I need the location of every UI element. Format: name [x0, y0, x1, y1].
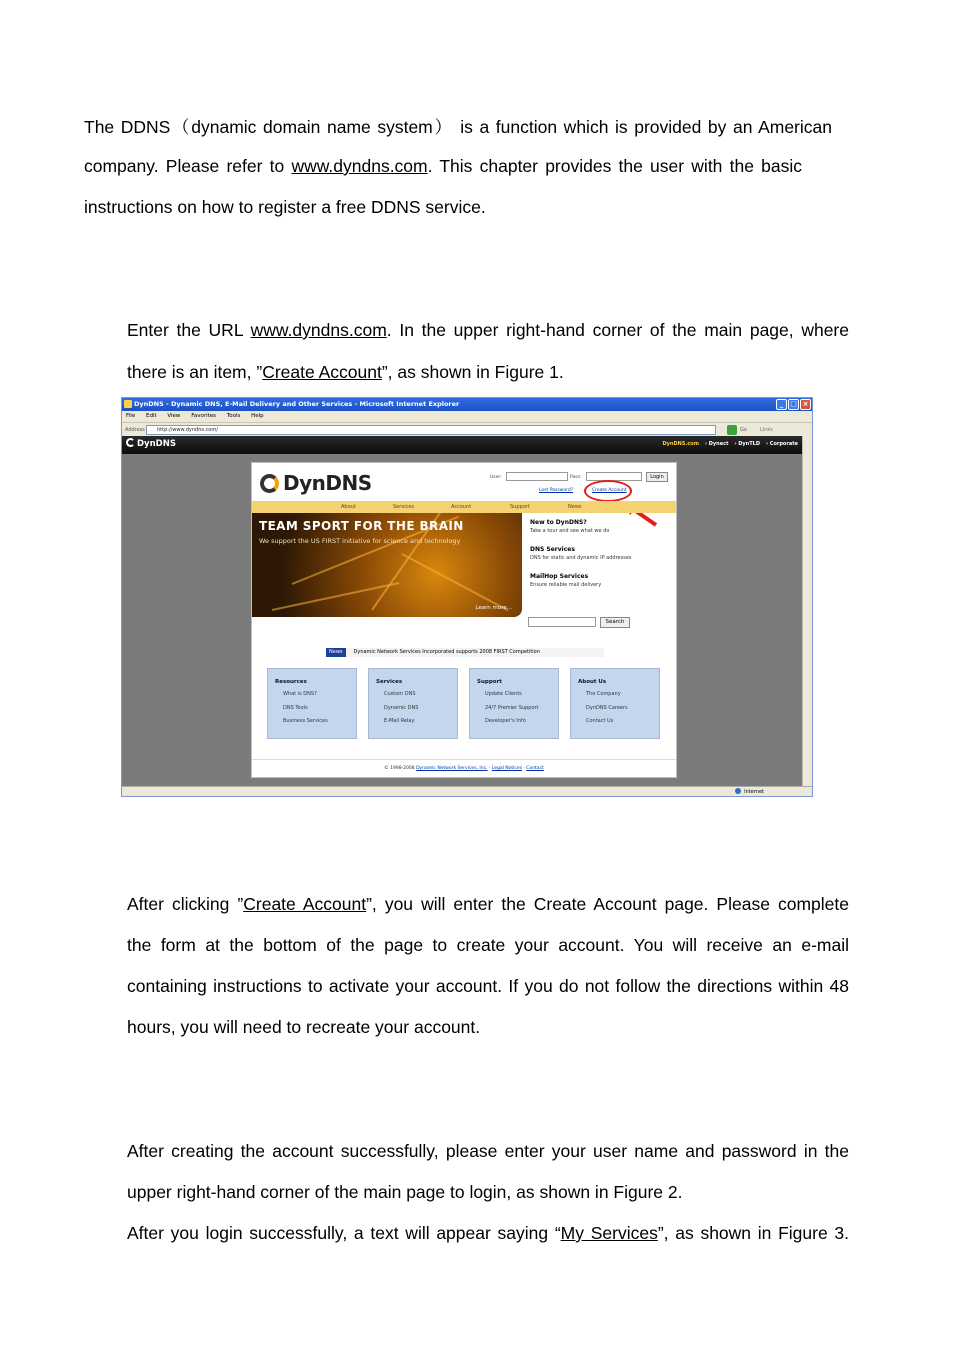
card-logo[interactable] — [260, 471, 372, 495]
card-logo-text: DynDNS — [283, 471, 372, 495]
menu-edit[interactable]: Edit — [145, 413, 157, 419]
box-title: Support — [477, 679, 502, 685]
my-services-ref: My Services — [560, 1223, 658, 1243]
box-link[interactable]: Business Services — [283, 718, 328, 724]
nav-account[interactable]: Account — [451, 504, 472, 510]
step1-line-1 — [127, 320, 849, 341]
step3-text: ”, as shown in Figure 3. — [657, 1223, 850, 1243]
side-item-text: Ensure reliable mail delivery — [530, 582, 602, 588]
intro-line-3: instructions on how to register a free DDNS service. — [84, 197, 486, 217]
intro-line-2 — [84, 156, 802, 177]
address-label: Address — [125, 427, 145, 433]
go-icon[interactable] — [727, 425, 737, 435]
hero-banner[interactable] — [252, 513, 522, 617]
highlight-oval — [584, 480, 632, 502]
step2-line-2: the form at the bottom of the page to create your account. You will receive an e-mail — [127, 935, 849, 955]
maximize-icon[interactable]: □ — [788, 399, 799, 410]
status-zone-text: Internet — [744, 789, 764, 795]
step1-text: Enter the URL — [127, 320, 251, 340]
footer-separator: · — [487, 766, 492, 771]
step1-text: . In the upper right-hand corner of the main page, where — [386, 320, 849, 340]
hero-subtitle: We support the US FIRST initiative for science and technology — [259, 537, 461, 545]
site-nav-dyndns[interactable]: DynDNS.com — [662, 441, 699, 447]
intro-text: . This chapter provides the user with the basic — [427, 156, 802, 176]
go-label[interactable]: Go — [740, 427, 747, 433]
menu-tools[interactable]: Tools — [226, 413, 241, 419]
step3-line-1: After creating the account successfully, please enter your user name and password in the — [127, 1141, 849, 1161]
box-title: Services — [376, 679, 403, 685]
create-account-link[interactable]: Create Account — [592, 488, 627, 493]
box-link[interactable]: DNS Tools — [283, 704, 308, 711]
step3-line-2: upper right-hand corner of the main page to login, as shown in Figure 2. — [127, 1182, 683, 1202]
side-item-title: DNS Services — [530, 546, 575, 553]
footer-company-link[interactable]: Dynamic Network Services, Inc. — [416, 766, 488, 771]
box-resources — [267, 668, 357, 739]
box-link[interactable]: The Company — [586, 691, 621, 697]
search-input[interactable] — [528, 617, 596, 627]
close-icon[interactable]: × — [800, 399, 811, 410]
side-item-title: New to DynDNS? — [530, 519, 587, 526]
news-text: Dynamic Network Services Incorporated supports 2008 FIRST Competition — [353, 649, 540, 655]
menu-help[interactable]: Help — [251, 413, 264, 419]
intro-line-1: The DDNS（dynamic domain name system） is a function which is provided by an American — [84, 117, 832, 137]
ie-address-bar — [122, 422, 812, 436]
menu-view[interactable]: View — [167, 413, 181, 419]
site-nav-corporate[interactable]: › Corporate — [765, 441, 798, 447]
side-item-dns[interactable] — [530, 546, 632, 561]
step2-line-4: hours, you will need to recreate your account. — [127, 1017, 481, 1037]
side-item-mailhop[interactable] — [530, 573, 601, 588]
user-input[interactable] — [506, 472, 568, 481]
step3-text: After you login successfully, a text will appear saying “ — [127, 1223, 561, 1243]
user-label: User: — [490, 475, 502, 480]
box-link[interactable]: 24/7 Premier Support — [485, 704, 539, 711]
box-link[interactable]: E-Mail Relay — [384, 718, 415, 724]
card-nav-bar — [252, 501, 676, 513]
box-link[interactable]: Dynamic DNS — [384, 704, 419, 711]
box-title: About Us — [578, 679, 607, 685]
menu-favorites[interactable]: Favorites — [191, 413, 217, 419]
news-row[interactable] — [326, 648, 604, 657]
box-link[interactable]: Contact Us — [586, 718, 614, 724]
dyndns-link[interactable]: www.dyndns.com — [291, 156, 428, 176]
step2-text: ”, you will enter the Create Account page. Please complete — [366, 894, 849, 914]
box-link[interactable]: Update Clients — [485, 691, 522, 697]
box-link[interactable]: What is DNS? — [283, 691, 317, 697]
box-link[interactable]: Developer's Info — [485, 718, 526, 724]
step1-text: ”, as shown in Figure 1. — [381, 362, 564, 382]
footer-legal-link[interactable]: Legal Notices — [491, 766, 522, 771]
box-support — [469, 668, 559, 739]
nav-support[interactable]: Support — [510, 504, 530, 510]
box-services — [368, 668, 458, 739]
search-button[interactable]: Search — [600, 617, 630, 628]
footer-copyright: © 1998-2008 — [384, 766, 417, 771]
site-bar-logo-text: DynDNS — [137, 439, 176, 449]
hero-learn-more[interactable]: Learn more... — [475, 605, 512, 611]
news-tag: News — [326, 648, 346, 657]
nav-news[interactable]: News — [568, 504, 582, 510]
hero-title: TEAM SPORT FOR THE BRAIN — [259, 519, 464, 533]
step2-text: After clicking ” — [127, 894, 244, 914]
ie-window-title: DynDNS - Dynamic DNS, E-Mail Delivery and Other Services - Microsoft Internet Explorer — [134, 400, 460, 408]
dyndns-logo-icon — [260, 474, 279, 493]
side-item-text: DNS for static and dynamic IP addresses — [530, 555, 632, 561]
ie-title-bar — [122, 398, 812, 411]
site-nav-dyntld[interactable]: › DynTLD — [734, 441, 760, 447]
dyndns-link[interactable]: www.dyndns.com — [250, 320, 387, 340]
intro-text: company. Please refer to — [84, 156, 292, 176]
box-about-us — [570, 668, 660, 739]
step2-line-1 — [127, 894, 849, 915]
card-footer — [252, 759, 676, 777]
site-top-bar — [122, 436, 812, 454]
lost-password-link[interactable]: Lost Password? — [539, 488, 574, 493]
menu-file[interactable]: File — [126, 413, 136, 419]
footer-contact-link[interactable]: Contact — [526, 766, 544, 771]
side-item-title: MailHop Services — [530, 573, 589, 580]
hero-fiber — [402, 553, 509, 611]
ie-window-icon — [124, 400, 132, 408]
vertical-scrollbar[interactable] — [802, 436, 812, 786]
step1-text: there is an item, ” — [127, 362, 263, 382]
nav-services[interactable]: Services — [393, 504, 415, 510]
globe-icon — [735, 788, 741, 794]
site-nav-dynect[interactable]: › Dynect — [704, 441, 729, 447]
status-zone — [735, 787, 764, 797]
footer-separator: · — [522, 766, 527, 771]
side-item-text: Take a tour and see what we do — [530, 528, 610, 534]
dyndns-logo-icon — [126, 438, 135, 447]
step2-line-3: containing instructions to activate your account. If you do not follow the directions within 48 — [127, 976, 849, 996]
address-input[interactable]: http://www.dyndns.com/ — [146, 425, 716, 435]
box-link[interactable]: DynDNS Careers — [586, 704, 628, 711]
create-account-ref: Create Account — [262, 362, 382, 382]
box-title: Resources — [275, 679, 307, 685]
site-bar-nav — [663, 441, 798, 447]
box-link[interactable]: Custom DNS — [384, 691, 416, 697]
step3-line-3 — [127, 1223, 849, 1244]
login-button[interactable]: Login — [646, 472, 668, 482]
minimize-icon[interactable]: _ — [776, 399, 787, 410]
links-label[interactable]: Links — [760, 427, 773, 433]
ie-menu-bar — [122, 411, 812, 422]
dyndns-home-card — [251, 462, 677, 778]
ie-status-bar — [122, 786, 812, 797]
pass-label: Pass: — [570, 475, 582, 480]
side-item-new[interactable] — [530, 519, 609, 534]
figure-1-screenshot — [121, 397, 813, 797]
nav-about[interactable]: About — [341, 504, 356, 510]
step1-line-2 — [127, 362, 564, 383]
site-bar-logo[interactable] — [126, 438, 176, 449]
create-account-ref: Create Account — [243, 894, 367, 914]
